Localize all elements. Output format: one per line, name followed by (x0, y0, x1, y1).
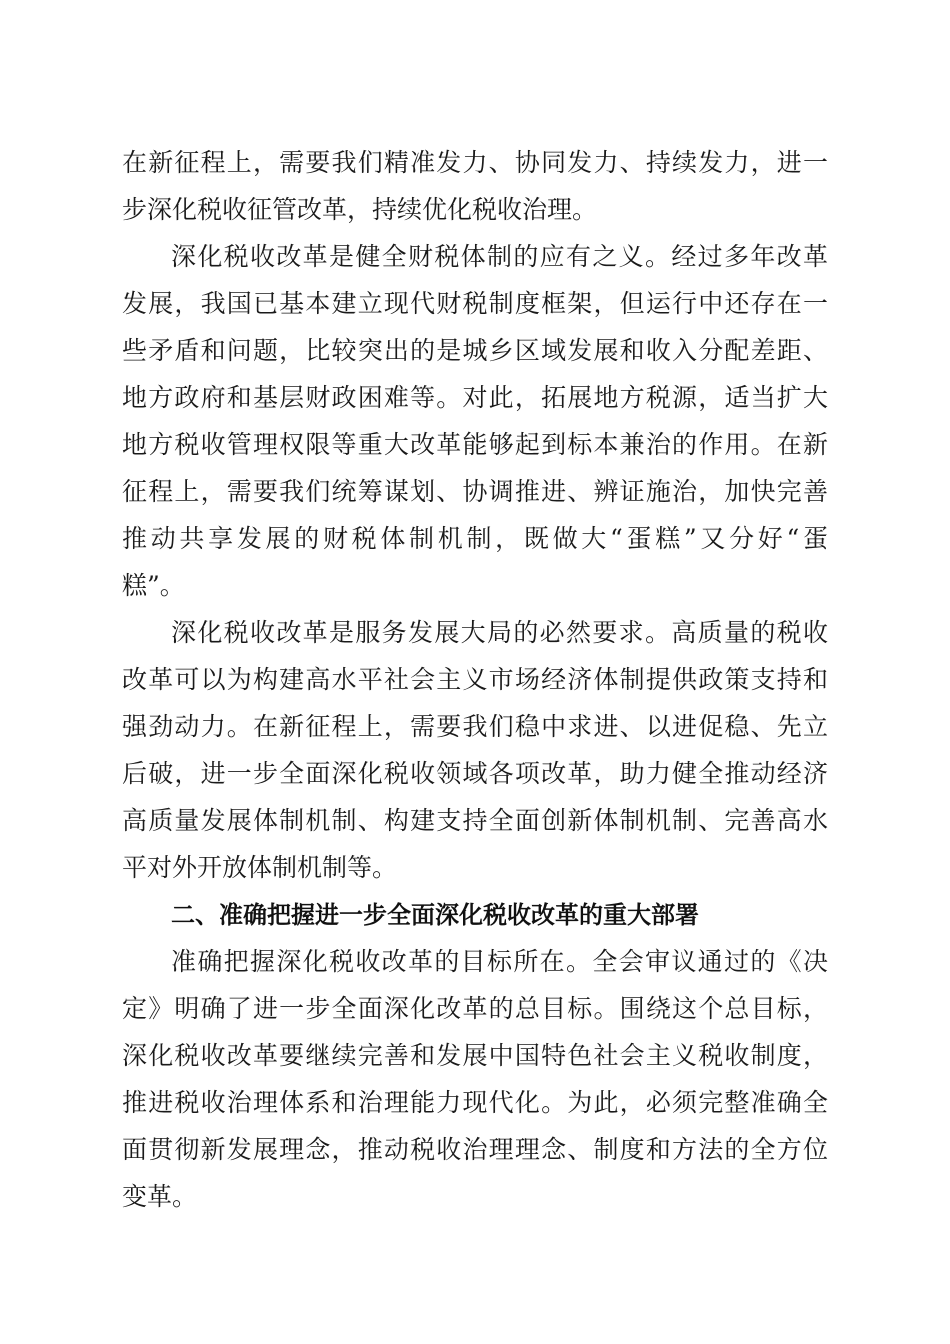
paragraph-3-line-1: 深化税收改革是服务发展大局的必然要求。高质量的税收 (171, 618, 828, 647)
paragraph-2-line-4: 地方政府和基层财政困难等。对此，拓展地方税源，适当扩大 (122, 383, 828, 412)
section-heading: 二、准确把握进一步全面深化税收改革的重大部署 (171, 901, 699, 929)
paragraph-1-line-1: 在新征程上，需要我们精准发力、协同发力、持续发力，进一 (122, 148, 828, 177)
paragraph-4-line-6: 变革。 (122, 1182, 198, 1211)
paragraph-2-line-7: 推动共享发展的财税体制机制，既做大“蛋糕”又分好“蛋 (122, 524, 828, 553)
paragraph-4-line-3: 深化税收改革要继续完善和发展中国特色社会主义税收制度， (122, 1041, 828, 1070)
paragraph-4-line-5: 面贯彻新发展理念，推动税收治理理念、制度和方法的全方位 (122, 1135, 828, 1164)
paragraph-2-line-5: 地方税收管理权限等重大改革能够起到标本兼治的作用。在新 (122, 430, 828, 459)
paragraph-2-line-1: 深化税收改革是健全财税体制的应有之义。经过多年改革 (171, 242, 828, 271)
paragraph-4-line-4: 推进税收治理体系和治理能力现代化。为此，必须完整准确全 (122, 1088, 828, 1117)
paragraph-3-line-6: 平对外开放体制机制等。 (122, 853, 398, 882)
paragraph-2-line-6: 征程上，需要我们统筹谋划、协调推进、辨证施治，加快完善 (122, 477, 828, 506)
paragraph-1-line-2: 步深化税收征管改革，持续优化税收治理。 (122, 195, 598, 224)
paragraph-2-line-8: 糕”。 (122, 571, 185, 600)
paragraph-4-line-1: 准确把握深化税收改革的目标所在。全会审议通过的《决 (171, 947, 828, 976)
paragraph-2-line-2: 发展，我国已基本建立现代财税制度框架，但运行中还存在一 (122, 289, 828, 318)
paragraph-3-line-4: 后破，进一步全面深化税收领域各项改革，助力健全推动经济 (122, 759, 828, 788)
paragraph-3-line-3: 强劲动力。在新征程上，需要我们稳中求进、以进促稳、先立 (122, 712, 828, 741)
paragraph-3-line-5: 高质量发展体制机制、构建支持全面创新体制机制、完善高水 (122, 806, 828, 835)
paragraph-3-line-2: 改革可以为构建高水平社会主义市场经济体制提供政策支持和 (122, 665, 828, 694)
paragraph-2-line-3: 些矛盾和问题，比较突出的是城乡区域发展和收入分配差距、 (122, 336, 828, 365)
paragraph-4-line-2: 定》明确了进一步全面深化改革的总目标。围绕这个总目标， (122, 994, 828, 1023)
